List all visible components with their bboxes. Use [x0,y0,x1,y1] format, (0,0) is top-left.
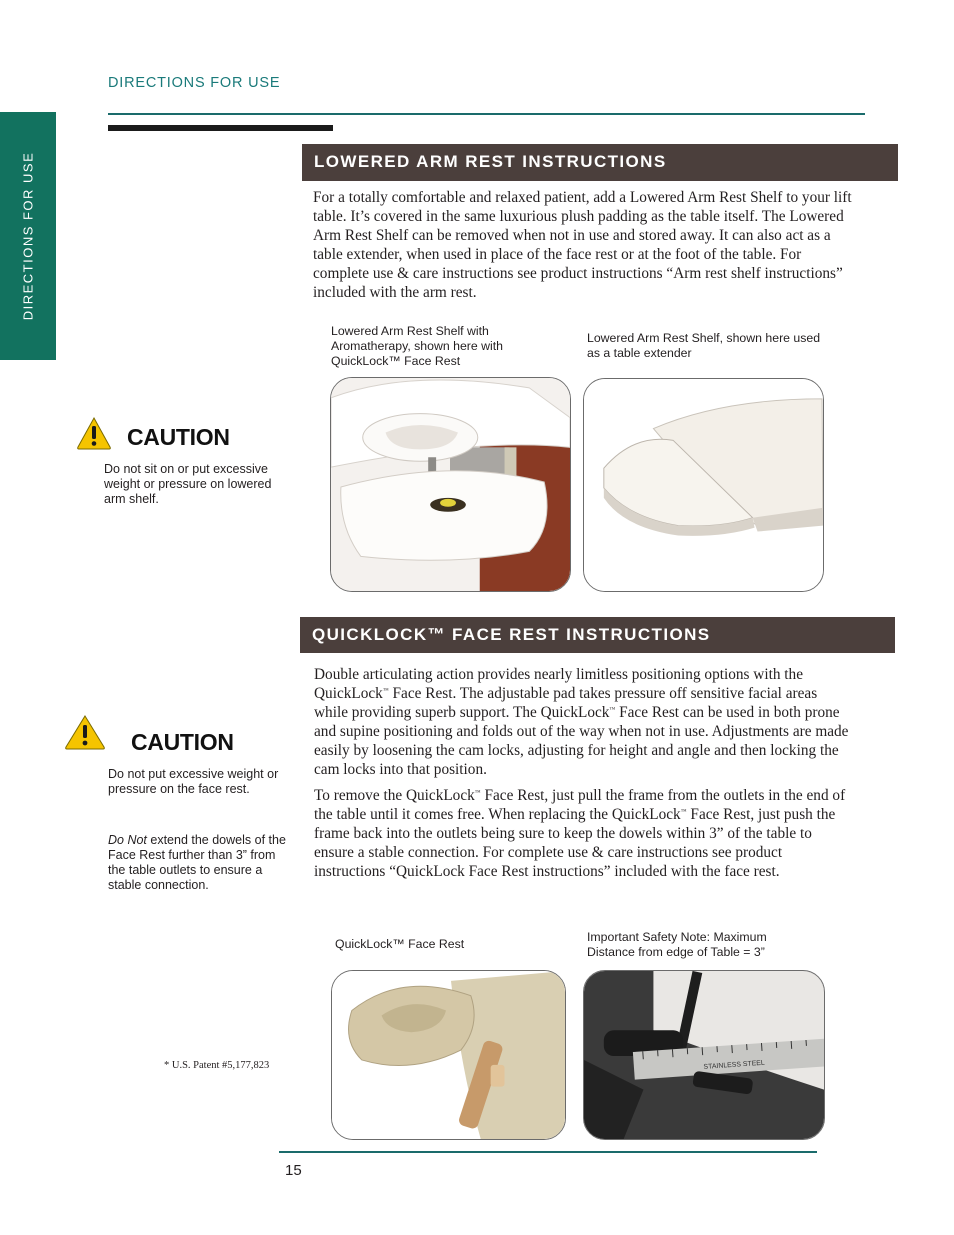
caution-text-arm-rest: Do not sit on or put excessive weight or pressure on lowered arm shelf. [104,462,272,506]
face-rest-paragraph-1 [314,665,849,779]
ruler-label: STAINLESS STEEL [703,1059,766,1071]
tm-mark: ™ [474,789,481,796]
photo-ruler-safety [583,970,825,1140]
side-tab-label: DIRECTIONS FOR USE [20,151,36,321]
caution-text-dowels [108,833,290,893]
face-rest-paragraphs [314,665,849,888]
photo-table-extender [583,378,824,592]
p1-part-b: Face Rest. The adjustable pad takes pressure off sensitive facial areas while providing superb support. The QuickLock [314,685,818,721]
tm-mark: ™ [609,706,616,713]
section-title-face-rest: QUICKLOCK™ FACE REST INSTRUCTIONS [300,617,895,653]
caution-emphasis: Do Not [108,833,147,847]
page-number: 15 [285,1162,302,1179]
side-tab [0,112,56,360]
photo-quicklock-face-rest [331,970,566,1140]
section-title-arm-rest: LOWERED ARM REST INSTRUCTIONS [302,144,898,181]
caution-title-arm-rest: CAUTION [127,424,230,450]
tm-mark: ™ [680,808,687,815]
face-rest-caption-left: QuickLock™ Face Rest [335,937,465,951]
photo-arm-rest-with-face-rest [330,377,571,592]
p1-part-a: Double articulating action provides nearly limitless positioning options with the QuickLock [314,666,803,702]
running-header: DIRECTIONS FOR USE [108,75,281,91]
header-rule [108,113,865,115]
footer-rule [279,1151,817,1153]
caution-dowels-body: extend the dowels of the Face Rest further than 3” from the table outlets to ensure a stable connection. [108,833,286,892]
caution-title-face-rest: CAUTION [131,729,234,755]
p2-part-b: Face Rest, just pull the frame from the outlets in the end of the table until it comes free. When replacing the QuickLock [314,787,846,823]
patent-note: * U.S. Patent #5,177,823 [164,1060,270,1071]
arm-rest-paragraph [313,188,858,309]
p1-part-c: Face Rest can be used in both prone and supine positioning and folds out of the way when not in use. Adjustments are made easily by loosening the cam locks, adjusting for height and angle and then locking the cam locks into that position. [314,704,849,778]
warning-icon [76,416,112,450]
tm-mark: ™ [382,687,389,694]
caution-text-face-rest: Do not put excessive weight or pressure on the face rest. [108,767,279,796]
p2-part-a: To remove the QuickLock [314,787,475,804]
warning-icon [64,714,106,750]
accent-bar [108,125,333,131]
face-rest-paragraph-2 [314,786,849,881]
arm-rest-caption-right: Lowered Arm Rest Shelf, shown here used as a table extender [587,331,821,360]
face-rest-caption-right: Important Safety Note: Maximum Distance from edge of Table = 3” [587,930,767,959]
arm-rest-caption-left: Lowered Arm Rest Shelf with Aromatherapy, shown here with QuickLock™ Face Rest [331,324,504,368]
arm-rest-body: For a totally comfortable and relaxed patient, add a Lowered Arm Rest Shelf to your lift table. It’s covered in the same luxurious plush padding as the table itself. The Lowered Arm Rest Shelf can be removed when not in use and stored away. It can also act as a table extender, when used in place of the face rest or at the foot of the table. For complete use & care instructions see product instructions “Arm rest shelf instructions” included with the arm rest. [313,189,852,301]
p2-part-c: Face Rest, just push the frame back into the outlets being sure to keep the dowels within 3” of the table to ensure a stable connection. For complete use & care instructions see product instructions “QuickLock Face Rest instructions” included with the face rest. [314,806,836,880]
